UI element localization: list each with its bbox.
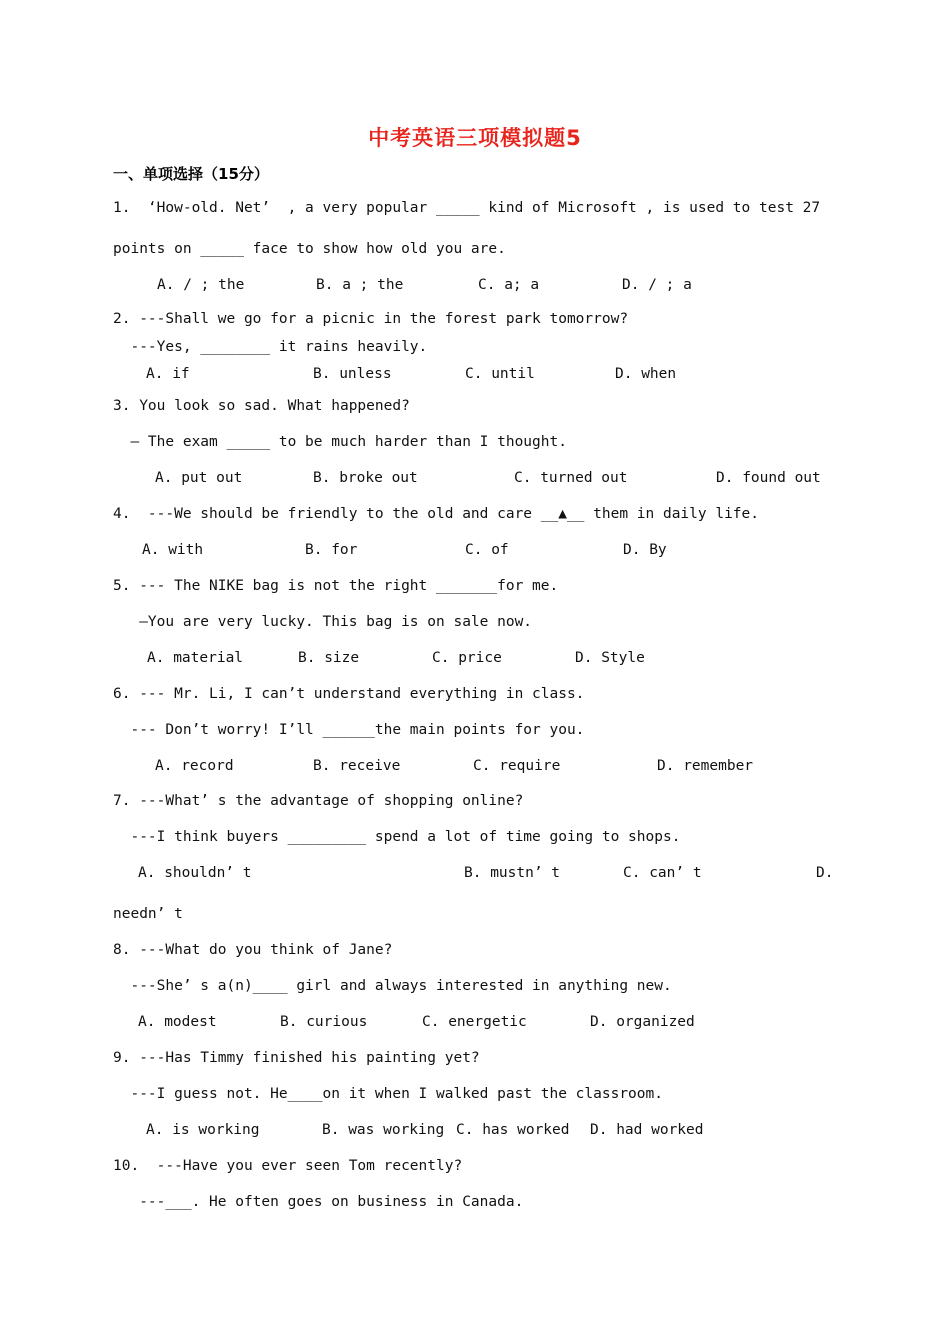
option-d: D. Style <box>575 650 645 666</box>
question-5-line-1: 5. --- The NIKE bag is not the right _______for me. <box>113 578 559 594</box>
option-b: B. a ; the <box>316 277 404 293</box>
question-1-line-1: 1. ‘How-old. Net’ , a very popular _____ kind of Microsoft , is used to test 27 <box>113 200 821 216</box>
option-d: D. <box>816 865 834 881</box>
option-d: D. had worked <box>590 1122 704 1138</box>
option-a: A. shouldn’ t <box>138 865 252 881</box>
question-4-line-1: 4. ---We should be friendly to the old and care __▲__ them in daily life. <box>113 506 760 522</box>
option-c: C. a; a <box>478 277 540 293</box>
question-7-line-1: 7. ---What’ s the advantage of shopping online? <box>113 793 524 809</box>
question-2-line-1: 2. ---Shall we go for a picnic in the forest park tomorrow? <box>113 311 629 327</box>
option-b: B. broke out <box>313 470 418 486</box>
option-a: A. with <box>142 542 204 558</box>
option-b: B. mustn’ t <box>464 865 561 881</box>
option-d: D. By <box>623 542 667 558</box>
option-b: B. was working <box>322 1122 445 1138</box>
option-d: D. organized <box>590 1014 695 1030</box>
option-a: A. modest <box>138 1014 217 1030</box>
option-b: B. curious <box>280 1014 368 1030</box>
question-5-line-2: —You are very lucky. This bag is on sale now. <box>113 614 533 630</box>
question-9-line-2: ---I guess not. He____on it when I walked past the classroom. <box>113 1086 663 1102</box>
section-heading: 一、单项选择（15分） <box>113 165 269 183</box>
option-c: C. until <box>465 366 535 382</box>
question-9-line-1: 9. ---Has Timmy finished his painting yet? <box>113 1050 480 1066</box>
option-c: C. price <box>432 650 502 666</box>
option-c: C. turned out <box>514 470 628 486</box>
option-a: A. / ; the <box>157 277 245 293</box>
option-b: B. size <box>298 650 360 666</box>
option-c: C. require <box>473 758 561 774</box>
question-8-line-1: 8. ---What do you think of Jane? <box>113 942 393 958</box>
option-b: B. for <box>305 542 358 558</box>
option-d: D. remember <box>657 758 754 774</box>
option-c: C. of <box>465 542 509 558</box>
option-d: D. found out <box>716 470 821 486</box>
option-d: D. / ; a <box>622 277 692 293</box>
option-a: A. material <box>147 650 244 666</box>
option-a: A. is working <box>146 1122 260 1138</box>
option-d: D. when <box>615 366 677 382</box>
question-6-line-1: 6. --- Mr. Li, I can’t understand everything in class. <box>113 686 585 702</box>
question-6-line-2: --- Don’t worry! I’ll ______the main points for you. <box>113 722 585 738</box>
question-10-line-1: 10. ---Have you ever seen Tom recently? <box>113 1158 463 1174</box>
question-7-option-d-text: needn’ t <box>113 906 183 922</box>
page-title: 中考英语三项模拟题5 <box>368 126 582 150</box>
option-c: C. has worked <box>456 1122 570 1138</box>
option-a: A. put out <box>155 470 243 486</box>
option-a: A. if <box>146 366 190 382</box>
question-1-line-2: points on _____ face to show how old you are. <box>113 241 506 257</box>
question-3-line-1: 3. You look so sad. What happened? <box>113 398 410 414</box>
question-10-line-2: ---___. He often goes on business in Canada. <box>113 1194 524 1210</box>
question-7-line-2: ---I think buyers _________ spend a lot of time going to shops. <box>113 829 681 845</box>
question-8-line-2: ---She’ s a(n)____ girl and always interested in anything new. <box>113 978 672 994</box>
option-a: A. record <box>155 758 234 774</box>
option-c: C. can’ t <box>623 865 702 881</box>
option-b: B. unless <box>313 366 392 382</box>
option-b: B. receive <box>313 758 401 774</box>
option-c: C. energetic <box>422 1014 527 1030</box>
question-3-line-2: — The exam _____ to be much harder than I thought. <box>113 434 567 450</box>
question-2-line-2: ---Yes, ________ it rains heavily. <box>113 339 428 355</box>
